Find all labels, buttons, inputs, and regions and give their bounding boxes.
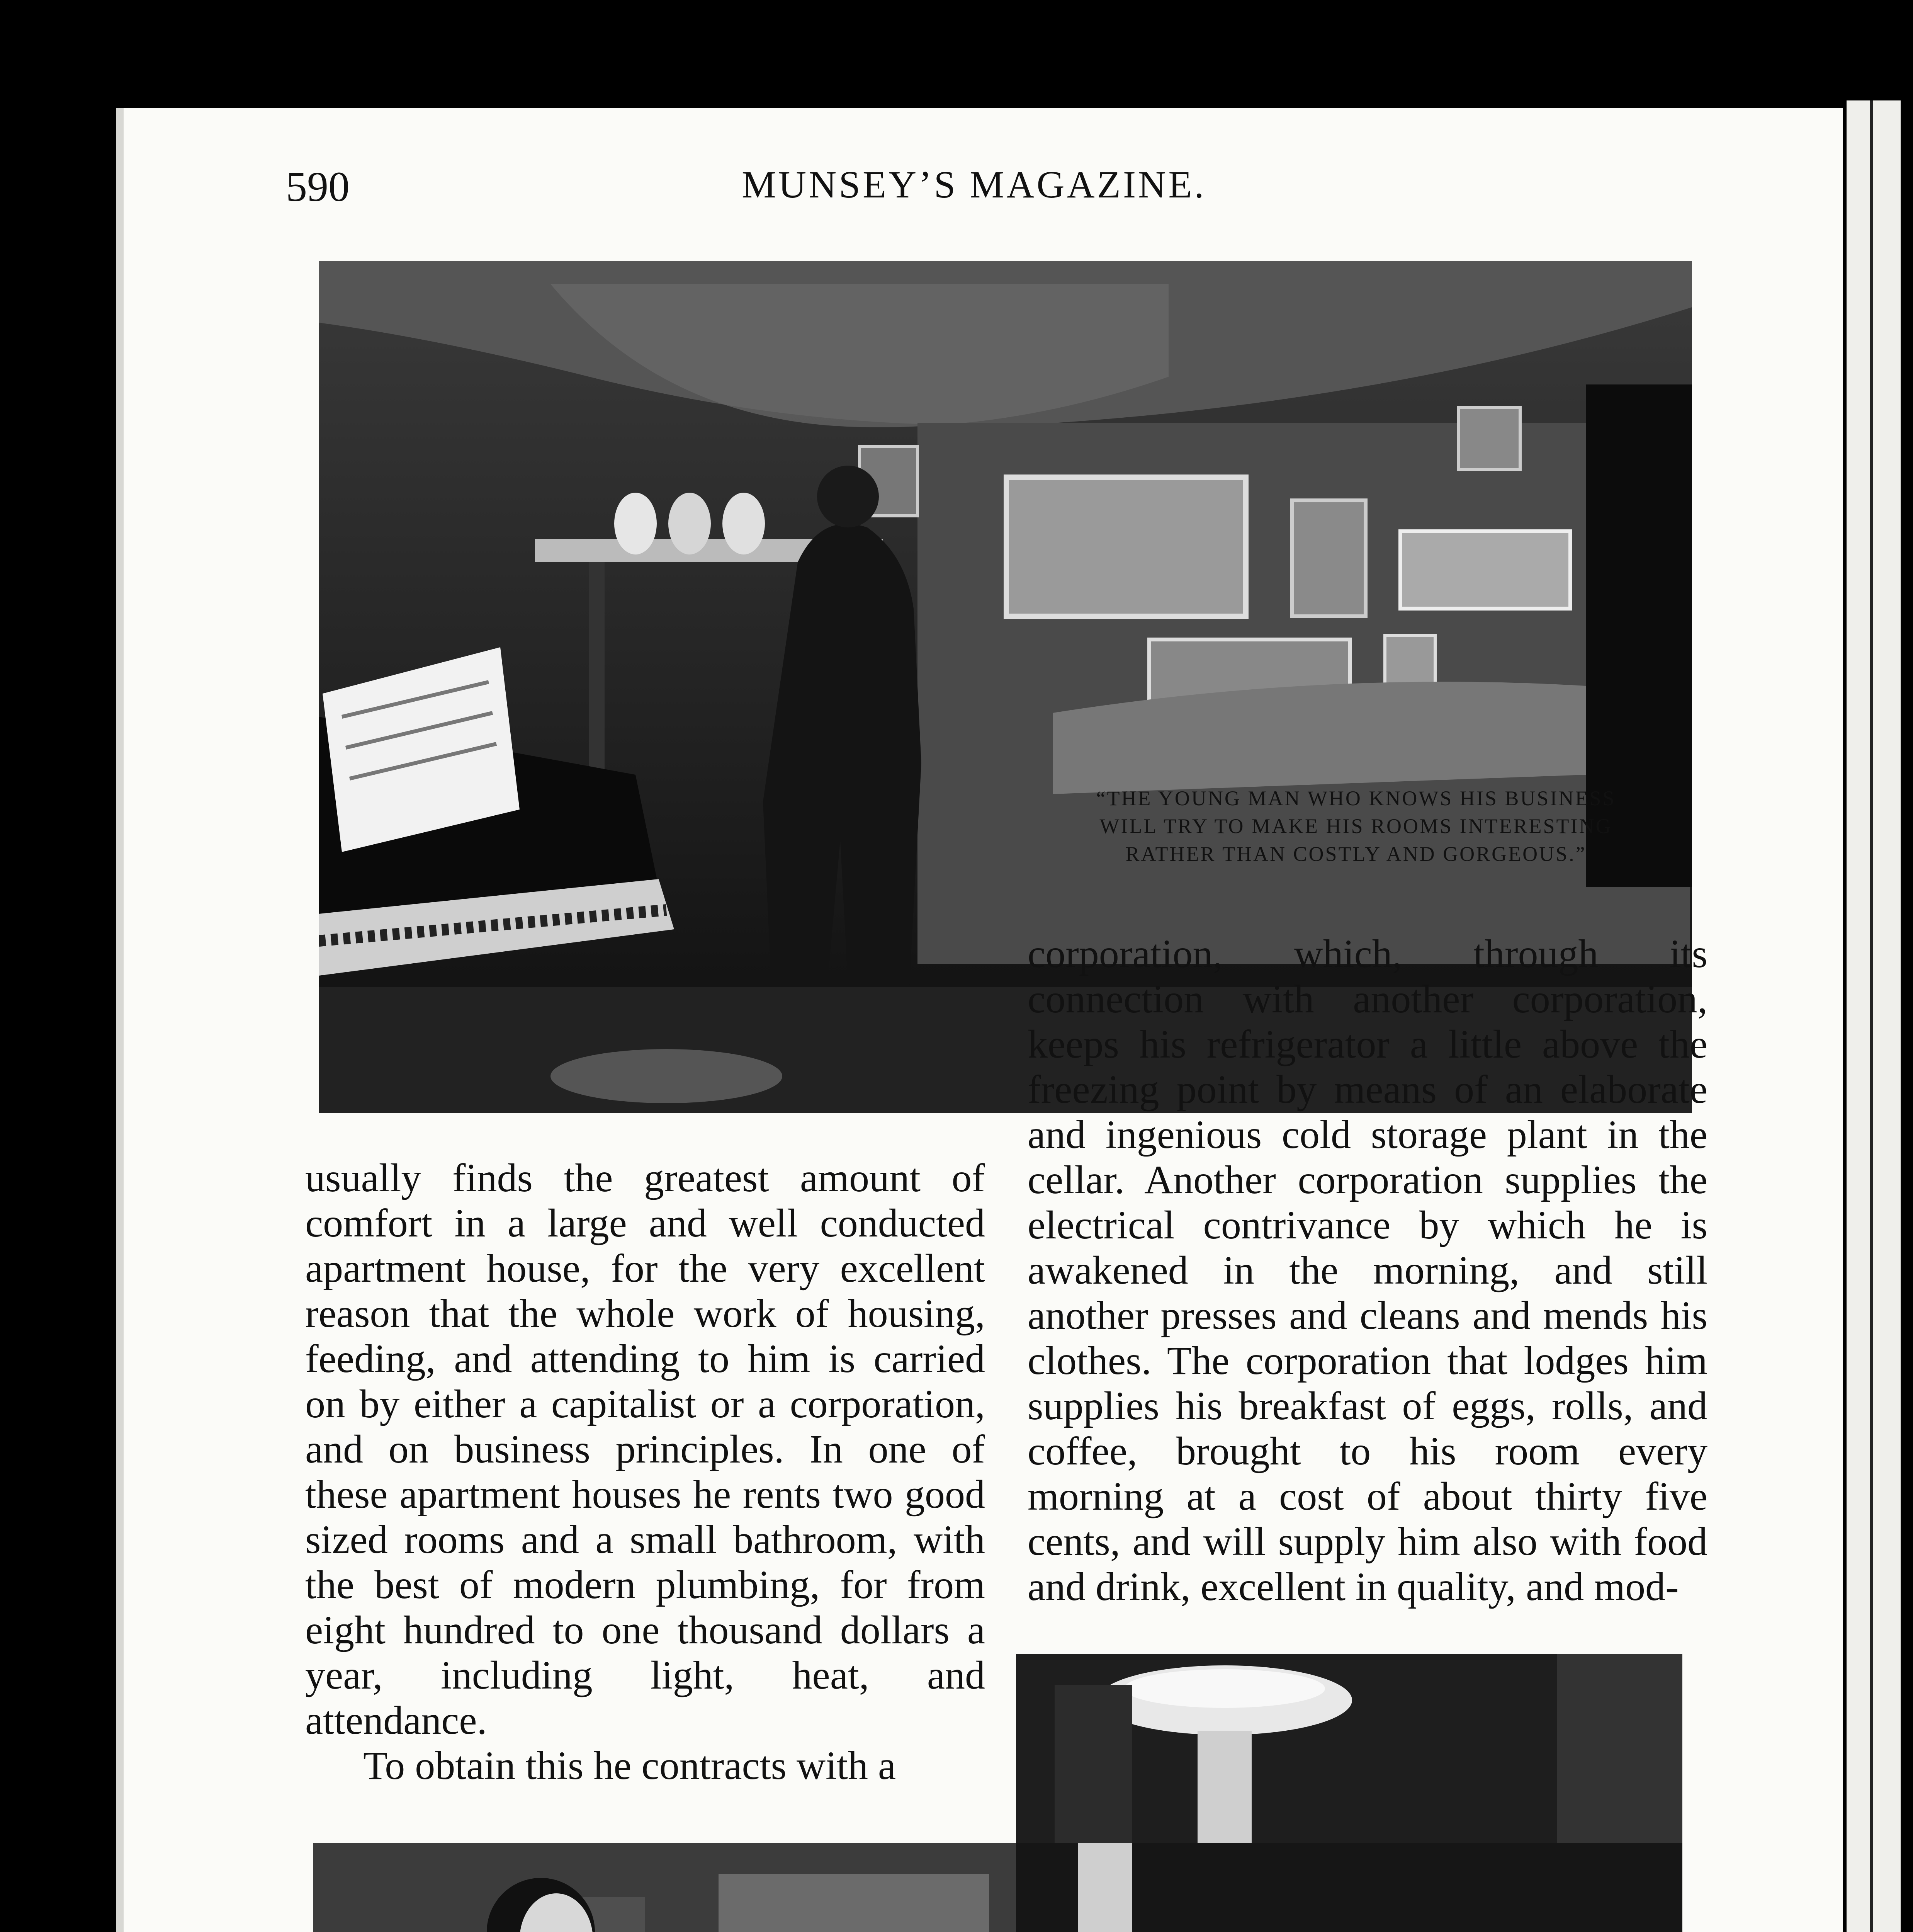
caption-line: “THE YOUNG MAN WHO KNOWS HIS BUSINESS [1096, 787, 1616, 810]
facing-page-edge [1843, 100, 1901, 1932]
caption-line: WILL TRY TO MAKE HIS ROOMS INTERESTING [1099, 815, 1612, 838]
paragraph: corporation, which, through its connection with another corporation, keeps his refrigerator a little above the freezing point by means of an elaborate and ingenious cold storage plant in the cellar. Another corporation supplies the electrical contrivance by which he is awakened in the morning, and still another presses and cleans and mends his clothes. The corporation that lodges him supplies his breakfast of eggs, rolls, and coffee, brought to his room every morning at a cost of about thirty five cents, and will supply him also with food and drink, excellent in quality, and mod- [1028, 932, 1707, 1609]
paragraph: To obtain this he contracts with a [363, 1743, 896, 1788]
page-number: 590 [286, 163, 350, 210]
caption-line: RATHER THAN COSTLY AND GORGEOUS.” [1125, 842, 1587, 866]
top-figure-caption [989, 784, 1723, 868]
lamp-icon [1016, 1654, 1682, 1847]
illustration-bottom [313, 1843, 1682, 1932]
right-column-text [1028, 931, 1707, 1609]
illustration-bottom-upper [1016, 1654, 1682, 1847]
illustration-bachelor-at-desk-icon [313, 1843, 1682, 1932]
running-head: MUNSEY’S MAGAZINE. [742, 163, 1206, 206]
paragraph: usually finds the greatest amount of comfort in a large and well conducted apartment house, for the very excellent reason that the whole work of housing, feeding, and attending to him is carried on by either a capitalist or a corporation, and on business principles. In one of these apartment houses he rents two good sized rooms and a small bathroom, with the best of modern plumbing, for from eight hundred to one thousand dollars a year, including light, heat, and attendance. [305, 1156, 985, 1743]
left-column-text [305, 1155, 985, 1788]
